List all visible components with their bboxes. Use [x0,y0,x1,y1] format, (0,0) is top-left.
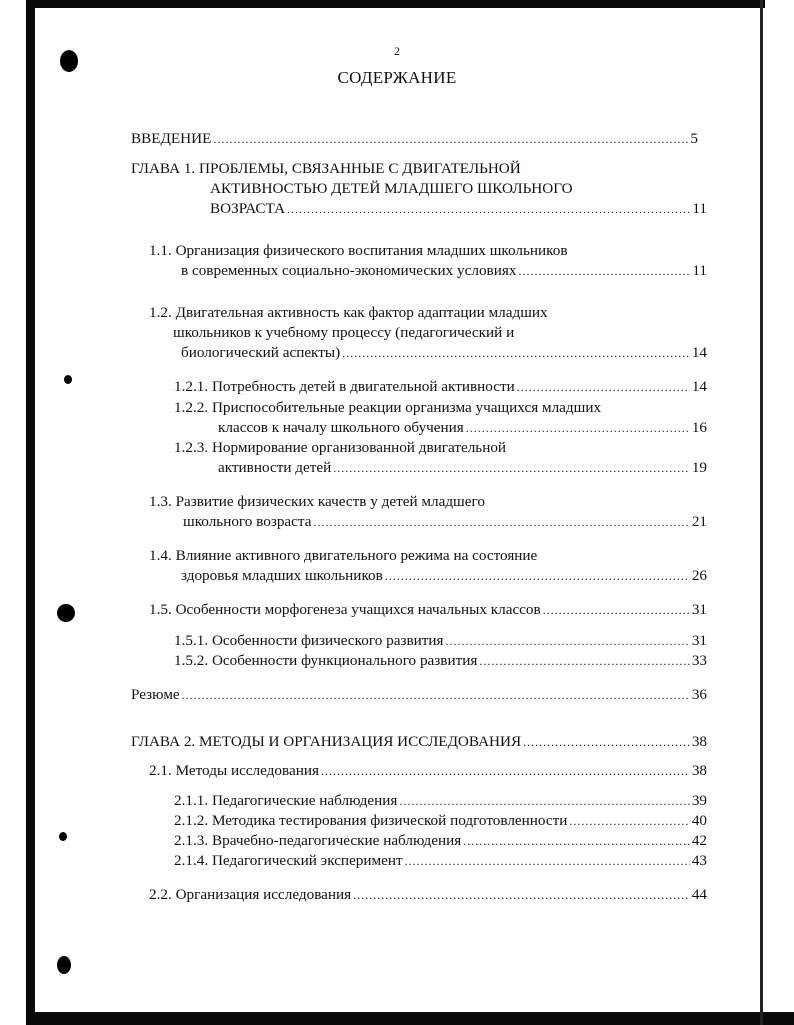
leader-dots [405,851,690,871]
toc-entry-text: 1.2.2. Приспособительные реакции организма учащихся младших [174,399,602,416]
toc-entry-text: 1.3. Развитие физических качеств у детей младшего [149,493,485,510]
toc-entry-2-1-3[interactable] [174,831,707,851]
toc-entry-text: 1.2.3. Нормирование организованной двигательной [174,439,507,456]
toc-entry-2-1[interactable] [149,761,707,781]
leader-dots [213,129,688,149]
toc-entry-text: Резюме [131,686,180,703]
toc-entry-text: 1.2. Двигательная активность как фактор адаптации младших [149,304,548,321]
scan-border-bottom [26,1012,794,1025]
toc-entry-1-5-2[interactable] [174,651,707,671]
leader-dots [333,458,690,478]
toc-page-number: 36 [691,686,707,703]
toc-page-number: 14 [691,378,707,395]
leader-dots [466,418,690,438]
toc-entry-text: ГЛАВА 2. МЕТОДЫ И ОРГАНИЗАЦИЯ ИССЛЕДОВАНИЯ [131,733,522,750]
toc-entry-1-2[interactable] [149,303,707,363]
punch-hole-mark [57,604,75,622]
toc-page-number: 38 [691,762,707,779]
toc-page-number: 43 [691,852,707,869]
leader-dots [463,831,690,851]
leader-dots [543,600,690,620]
toc-page-number: 5 [690,130,698,147]
leader-dots [182,685,690,705]
toc-entry-text: классов к началу школьного обучения [218,419,464,436]
toc-page-number: 31 [691,601,707,618]
toc-entry-1-5[interactable] [149,600,707,620]
leader-dots [518,261,690,281]
toc-entry-text: 1.5.2. Особенности функционального развития [174,652,478,669]
toc-entry-text: ВВЕДЕНИЕ [131,130,212,147]
toc-entry-text: ГЛАВА 1. ПРОБЛЕМЫ, СВЯЗАННЫЕ С ДВИГАТЕЛЬНОЙ [131,160,521,177]
toc-entry-chapter-2[interactable] [131,732,707,752]
toc-entry-text: 1.2.1. Потребность детей в двигательной активности [174,378,515,395]
toc-entry-resume[interactable] [131,685,707,705]
toc-entry-2-1-2[interactable] [174,811,707,831]
leader-dots [342,343,690,363]
toc-entry-text: здоровья младших школьников [181,567,383,584]
leader-dots [523,732,690,752]
toc-entry-text: АКТИВНОСТЬЮ ДЕТЕЙ МЛАДШЕГО ШКОЛЬНОГО [210,180,573,197]
toc-page-number: 40 [691,812,707,829]
punch-hole-mark [64,375,72,384]
toc-entry-text: 2.2. Организация исследования [149,886,352,903]
punch-hole-mark [57,956,71,974]
leader-dots [569,811,689,831]
toc-page-number: 38 [691,733,707,750]
toc-page-number: 21 [691,513,707,530]
toc-page-number: 42 [691,832,707,849]
toc-entry-chapter-1[interactable] [131,159,707,219]
toc-entry-1-5-1[interactable] [174,631,707,651]
leader-dots [446,631,690,651]
toc-entry-text: в современных социально-экономических условиях [181,262,517,279]
toc-entry-text: активности детей [218,459,332,476]
toc-entry-text: 2.1. Методы исследования [149,762,319,779]
leader-dots [385,566,690,586]
scan-border-left [26,0,35,1025]
toc-entry-2-2[interactable] [149,885,707,905]
toc-page-number: 39 [691,792,707,809]
leader-dots [399,791,689,811]
scan-border-right [760,0,763,1025]
toc-page-number: 19 [691,459,707,476]
toc-entry-text: школьников к учебному процессу (педагогический и [173,324,515,341]
toc-entry-2-1-4[interactable] [174,851,707,871]
toc-entry-text: 1.4. Влияние активного двигательного режима на состояние [149,547,538,564]
toc-page-number: 33 [691,652,707,669]
leader-dots [479,651,689,671]
leader-dots [287,199,690,219]
toc-page-number: 16 [691,419,707,436]
toc-entry-2-1-1[interactable] [174,791,707,811]
toc-entry-text: школьного возраста [183,513,312,530]
toc-page-number: 14 [691,344,707,361]
toc-page-number: 26 [691,567,707,584]
toc-entry-text: 2.1.1. Педагогические наблюдения [174,792,398,809]
toc-entry-text: 2.1.2. Методика тестирования физической подготовленности [174,812,568,829]
toc-entry-1-2-2[interactable] [174,398,707,438]
punch-hole-mark [59,832,67,841]
scan-border-top [30,0,765,8]
toc-entry-text: 2.1.3. Врачебно-педагогические наблюдения [174,832,462,849]
toc-entry-text: 1.5. Особенности морфогенеза учащихся начальных классов [149,601,541,618]
toc-entry-1-2-3[interactable] [174,438,707,478]
leader-dots [517,377,690,397]
leader-dots [353,885,690,905]
toc-entry-1-2-1[interactable] [174,377,707,397]
toc-entry-1-1[interactable] [149,241,707,281]
toc-entry-text: ВОЗРАСТА [210,200,286,217]
toc-page-number: 44 [691,886,707,903]
toc-page-number: 11 [692,262,707,279]
toc-page-number: 31 [691,632,707,649]
toc-entry-text: 2.1.4. Педагогический эксперимент [174,852,403,869]
toc-entry-text: биологический аспекты) [181,344,341,361]
leader-dots [321,761,690,781]
leader-dots [313,512,689,532]
toc-entry-text: 1.1. Организация физического воспитания младших школьников [149,242,568,259]
page-number: 2 [394,44,400,58]
toc-entry-text: 1.5.1. Особенности физического развития [174,632,444,649]
toc-entry-1-4[interactable] [149,546,707,586]
toc-page-number: 11 [692,200,707,217]
page-title: СОДЕРЖАНИЕ [337,68,457,87]
toc-entry-1-3[interactable] [149,492,707,532]
toc-entry-intro[interactable] [131,129,698,149]
